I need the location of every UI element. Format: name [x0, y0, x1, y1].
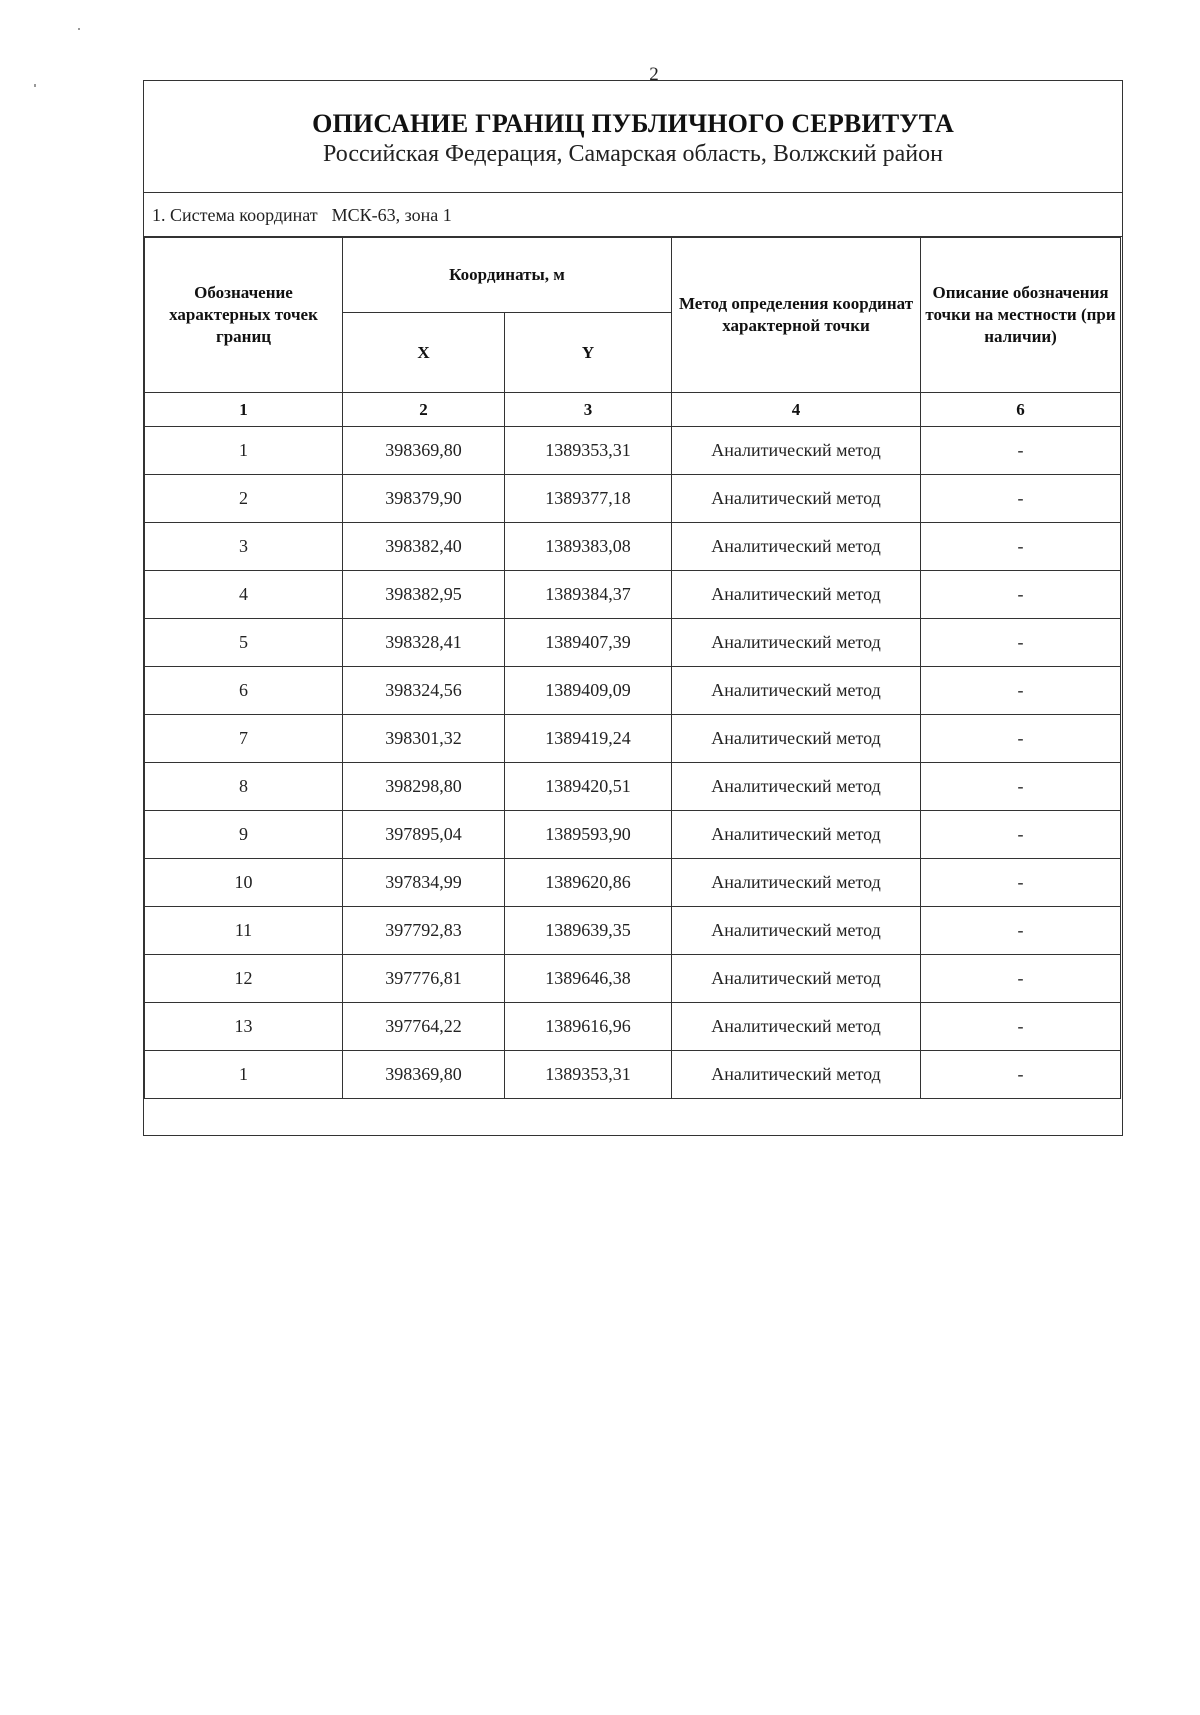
description-cell: -: [921, 571, 1121, 619]
description-cell: -: [921, 715, 1121, 763]
point-cell: 4: [145, 571, 343, 619]
method-cell: Аналитический метод: [672, 475, 921, 523]
table-row: [145, 1051, 1121, 1099]
coordinate-system-label: 1. Система координат: [152, 205, 318, 225]
column-number: 2: [343, 393, 505, 427]
x-cell: 398382,95: [343, 571, 505, 619]
method-cell: Аналитический метод: [672, 523, 921, 571]
document-frame: [143, 80, 1123, 1136]
description-cell: -: [921, 619, 1121, 667]
header-method: Метод определения координат характерной точки: [672, 238, 921, 393]
x-cell: 397895,04: [343, 811, 505, 859]
description-cell: -: [921, 523, 1121, 571]
column-number: 4: [672, 393, 921, 427]
table-row: [145, 475, 1121, 523]
column-number: 1: [145, 393, 343, 427]
method-cell: Аналитический метод: [672, 907, 921, 955]
point-cell: 13: [145, 1003, 343, 1051]
description-cell: -: [921, 667, 1121, 715]
y-cell: 1389383,08: [505, 523, 672, 571]
column-number-row: [145, 393, 1121, 427]
y-cell: 1389419,24: [505, 715, 672, 763]
table-row: [145, 811, 1121, 859]
point-cell: 10: [145, 859, 343, 907]
description-cell: -: [921, 475, 1121, 523]
description-cell: -: [921, 811, 1121, 859]
method-cell: Аналитический метод: [672, 619, 921, 667]
y-cell: 1389407,39: [505, 619, 672, 667]
point-cell: 3: [145, 523, 343, 571]
scan-speck: [34, 84, 36, 87]
y-cell: 1389646,38: [505, 955, 672, 1003]
point-cell: 7: [145, 715, 343, 763]
x-cell: 398379,90: [343, 475, 505, 523]
method-cell: Аналитический метод: [672, 715, 921, 763]
y-cell: 1389616,96: [505, 1003, 672, 1051]
x-cell: 398298,80: [343, 763, 505, 811]
point-cell: 9: [145, 811, 343, 859]
method-cell: Аналитический метод: [672, 811, 921, 859]
table-body: [145, 427, 1121, 1099]
x-cell: 397834,99: [343, 859, 505, 907]
point-cell: 1: [145, 427, 343, 475]
x-cell: 397792,83: [343, 907, 505, 955]
table-row: [145, 571, 1121, 619]
y-cell: 1389420,51: [505, 763, 672, 811]
table-row: [145, 859, 1121, 907]
coordinate-system-value: МСК-63, зона 1: [331, 205, 452, 225]
header-x: X: [343, 313, 505, 393]
description-cell: -: [921, 907, 1121, 955]
y-cell: 1389377,18: [505, 475, 672, 523]
point-cell: 2: [145, 475, 343, 523]
y-cell: 1389384,37: [505, 571, 672, 619]
description-cell: -: [921, 955, 1121, 1003]
header-description: Описание обозначения точки на местности (при наличии): [921, 238, 1121, 393]
point-cell: 6: [145, 667, 343, 715]
method-cell: Аналитический метод: [672, 763, 921, 811]
table-row: [145, 955, 1121, 1003]
point-cell: 5: [145, 619, 343, 667]
x-cell: 398382,40: [343, 523, 505, 571]
x-cell: 397776,81: [343, 955, 505, 1003]
y-cell: 1389620,86: [505, 859, 672, 907]
y-cell: 1389593,90: [505, 811, 672, 859]
coordinate-system-line: [144, 193, 1122, 237]
table-row: [145, 907, 1121, 955]
frame-footer-blank: [144, 1099, 1122, 1135]
document-title: ОПИСАНИЕ ГРАНИЦ ПУБЛИЧНОГО СЕРВИТУТА: [312, 109, 954, 138]
table-row: [145, 715, 1121, 763]
table-row: [145, 523, 1121, 571]
x-cell: 397764,22: [343, 1003, 505, 1051]
x-cell: 398369,80: [343, 427, 505, 475]
y-cell: 1389409,09: [505, 667, 672, 715]
description-cell: -: [921, 1051, 1121, 1099]
point-cell: 1: [145, 1051, 343, 1099]
table-row: [145, 667, 1121, 715]
column-number: 6: [921, 393, 1121, 427]
header-coordinates: Координаты, м: [343, 238, 672, 313]
coordinates-table: [144, 237, 1121, 1099]
table-row: [145, 619, 1121, 667]
method-cell: Аналитический метод: [672, 1051, 921, 1099]
method-cell: Аналитический метод: [672, 1003, 921, 1051]
point-cell: 11: [145, 907, 343, 955]
point-cell: 8: [145, 763, 343, 811]
y-cell: 1389639,35: [505, 907, 672, 955]
header-point: Обозначение характерных точек границ: [145, 238, 343, 393]
description-cell: -: [921, 859, 1121, 907]
description-cell: -: [921, 763, 1121, 811]
scan-speck: [78, 28, 80, 30]
description-cell: -: [921, 1003, 1121, 1051]
table-row: [145, 427, 1121, 475]
x-cell: 398324,56: [343, 667, 505, 715]
table-row: [145, 763, 1121, 811]
document-subtitle: Российская Федерация, Самарская область, Волжский район: [323, 141, 943, 167]
column-number: 3: [505, 393, 672, 427]
x-cell: 398328,41: [343, 619, 505, 667]
description-cell: -: [921, 427, 1121, 475]
header-y: Y: [505, 313, 672, 393]
method-cell: Аналитический метод: [672, 427, 921, 475]
x-cell: 398301,32: [343, 715, 505, 763]
point-cell: 12: [145, 955, 343, 1003]
y-cell: 1389353,31: [505, 427, 672, 475]
y-cell: 1389353,31: [505, 1051, 672, 1099]
x-cell: 398369,80: [343, 1051, 505, 1099]
page-number: 2: [649, 64, 659, 85]
method-cell: Аналитический метод: [672, 571, 921, 619]
document-header: [144, 81, 1122, 193]
method-cell: Аналитический метод: [672, 955, 921, 1003]
method-cell: Аналитический метод: [672, 859, 921, 907]
table-row: [145, 1003, 1121, 1051]
method-cell: Аналитический метод: [672, 667, 921, 715]
